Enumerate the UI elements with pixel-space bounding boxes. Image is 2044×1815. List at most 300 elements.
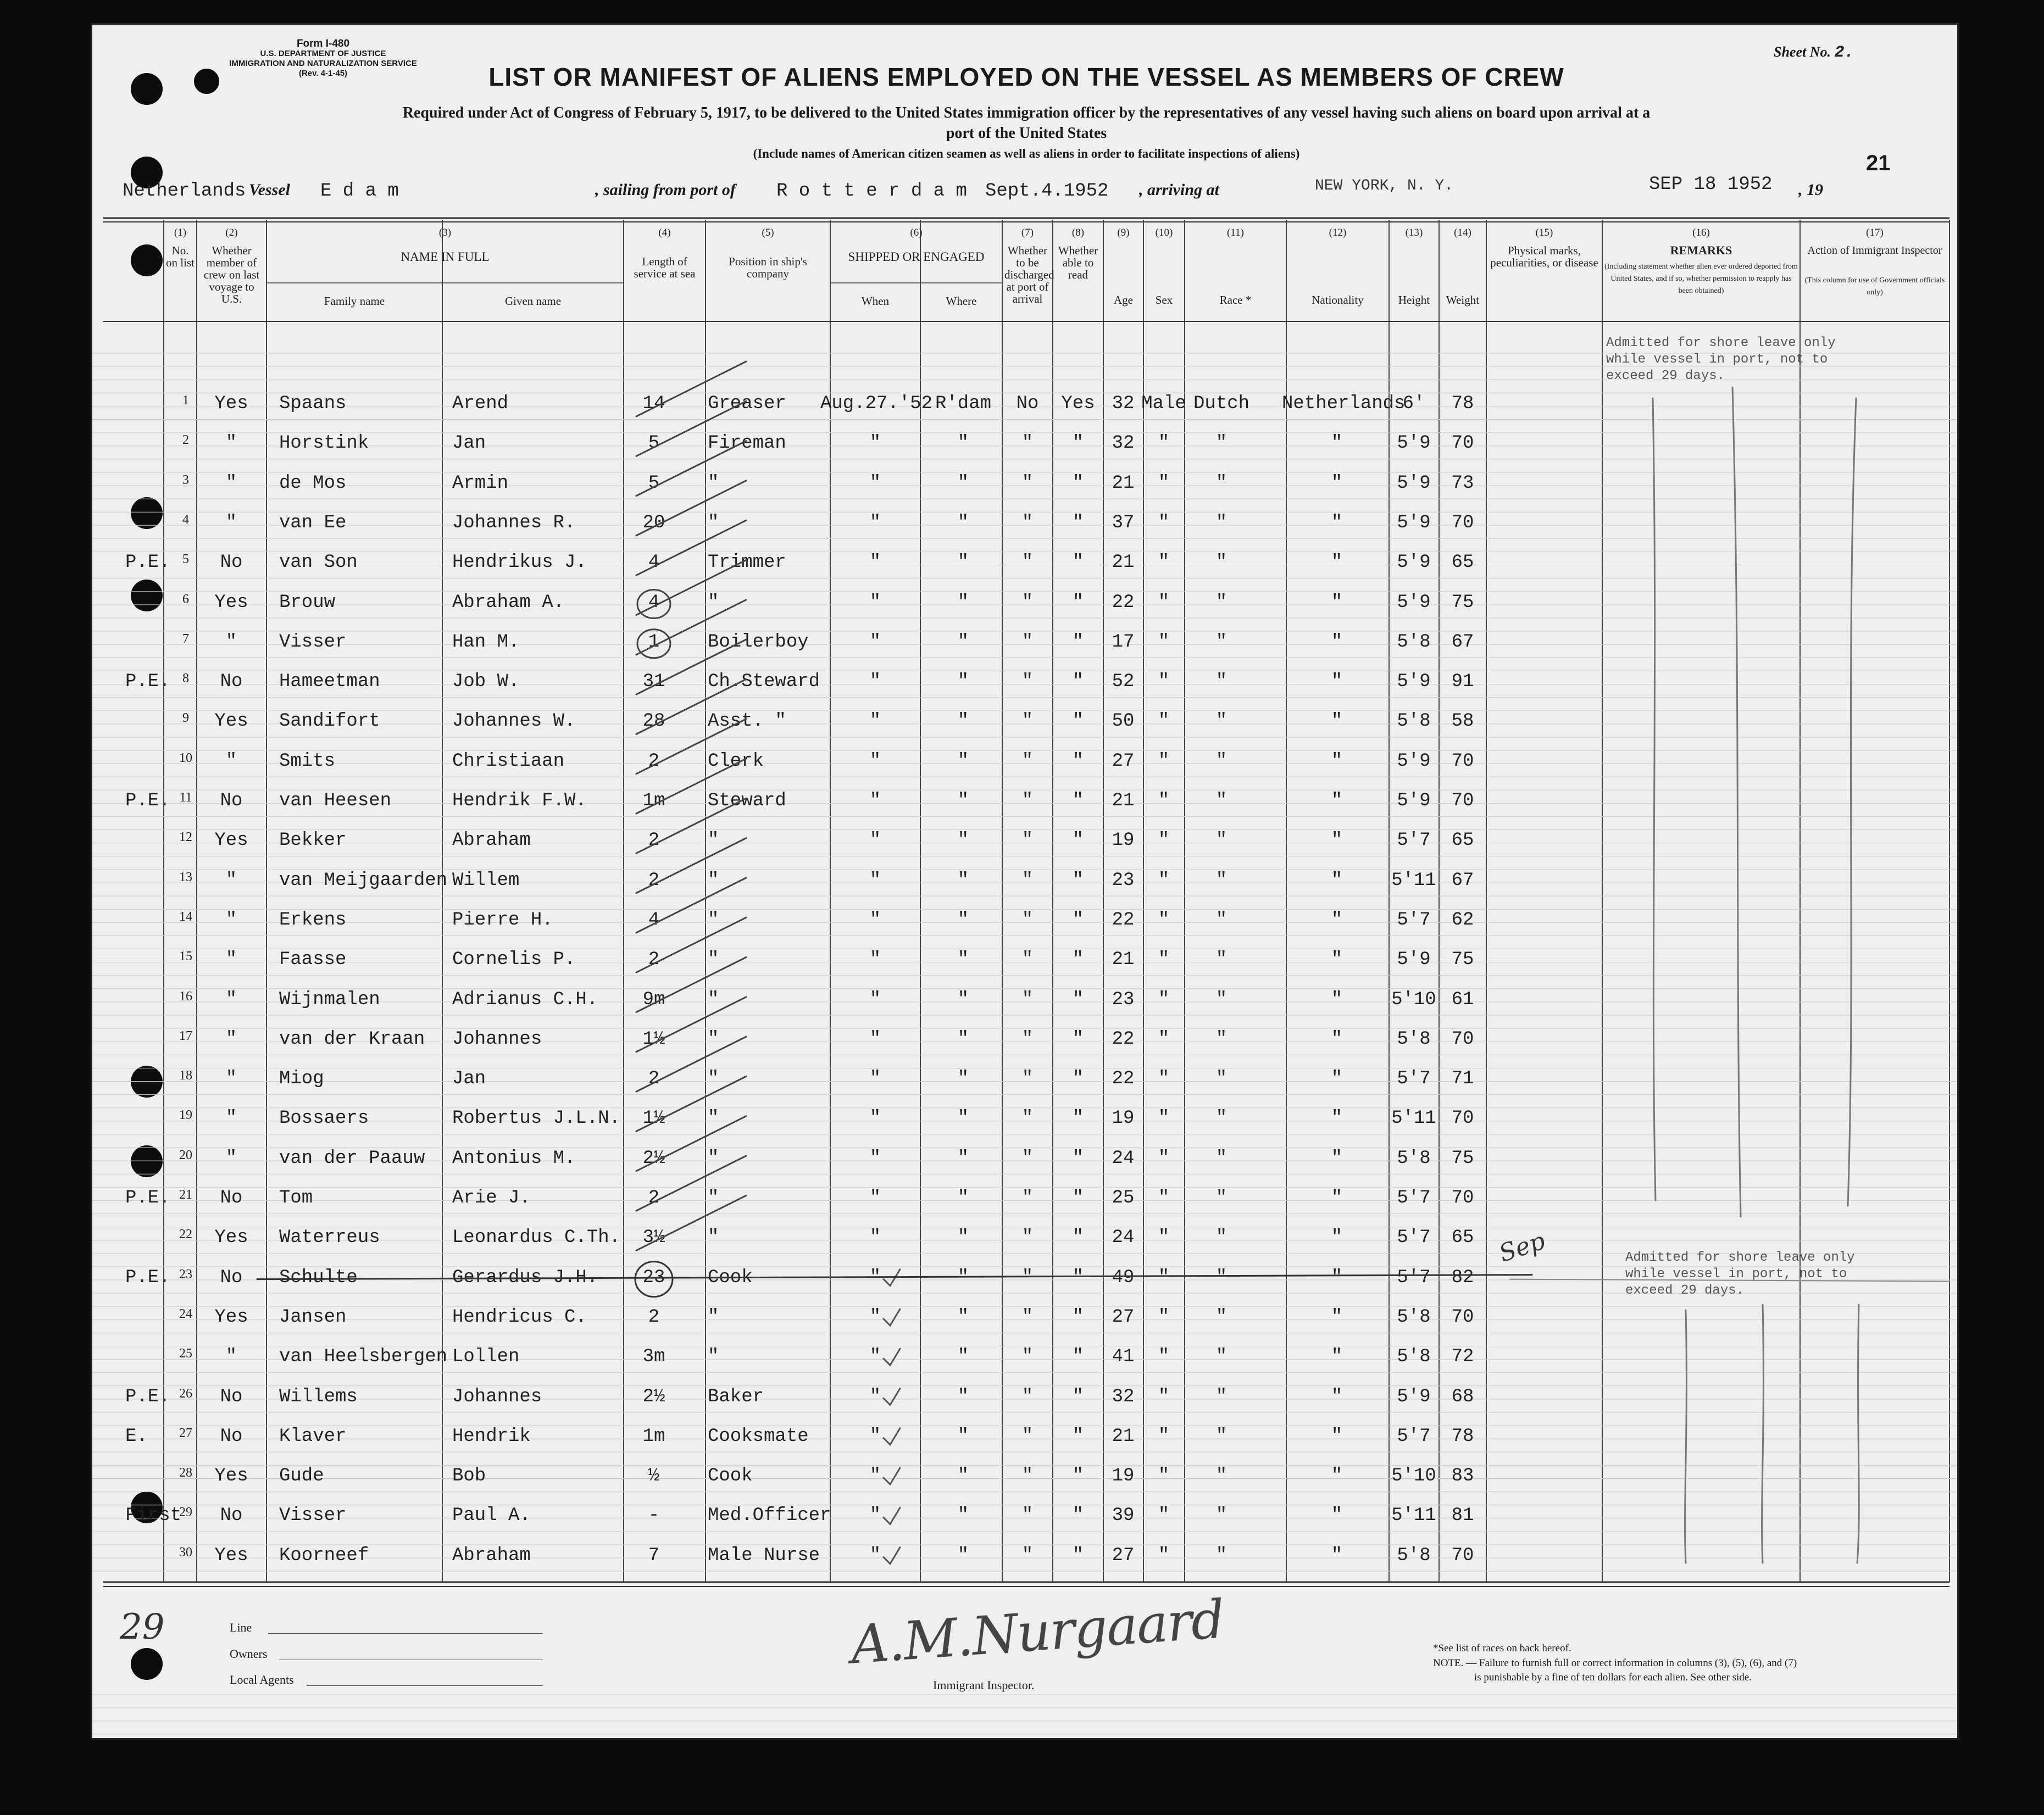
check-stroke: [636, 1037, 746, 1092]
ship-position: Ch.Steward: [708, 671, 820, 693]
row-number: 25: [179, 1346, 192, 1361]
can-read: ": [1072, 1068, 1084, 1090]
check-mark: [884, 1389, 900, 1405]
race: ": [1215, 1426, 1227, 1447]
check-stroke: [636, 679, 746, 734]
family-name: Sandifort: [279, 711, 380, 732]
check-stroke: [636, 441, 746, 496]
height: 6': [1402, 393, 1425, 414]
weight: 81: [1451, 1505, 1474, 1527]
discharge-flag: ": [1021, 592, 1034, 613]
engaged-where: ": [957, 1466, 969, 1487]
service-length: 2½: [642, 1386, 665, 1407]
engaged-when: ": [869, 631, 881, 653]
service-length: 1: [648, 631, 660, 653]
column-number: (10): [1155, 227, 1173, 238]
weight: 70: [1451, 433, 1474, 454]
arrival-port-stamp: NEW YORK, N. Y.: [1315, 177, 1454, 194]
family-name: van Ee: [279, 512, 347, 533]
given-name: Jan: [452, 433, 486, 454]
column-header: Height: [1398, 293, 1430, 307]
discharge-flag: ": [1021, 870, 1034, 891]
column-number: (12): [1329, 227, 1347, 238]
given-name: Antonius M.: [452, 1148, 576, 1169]
vertical-pencil-line: [1857, 1305, 1859, 1563]
crew-last-voyage: No: [220, 671, 243, 693]
crew-last-voyage: No: [220, 1505, 243, 1527]
can-read: ": [1072, 1386, 1084, 1407]
height: 5'10: [1391, 1466, 1436, 1487]
engaged-when: ": [869, 1505, 881, 1527]
race-footnote: *See list of races on back hereof.: [1433, 1643, 1571, 1654]
form-number: Form I-480: [296, 38, 350, 49]
age: 21: [1112, 552, 1135, 574]
engaged-where: ": [957, 1426, 969, 1447]
service-length: 4: [648, 592, 660, 613]
height: 5'9: [1397, 472, 1431, 494]
engaged-when: ": [869, 830, 881, 851]
engaged-where: ": [957, 1108, 969, 1129]
sex: ": [1158, 1346, 1170, 1368]
engaged-where: ": [957, 790, 969, 811]
vertical-pencil-line: [1653, 398, 1656, 1200]
height: 5'9: [1397, 512, 1431, 533]
race: ": [1215, 1306, 1227, 1328]
age: 22: [1112, 909, 1135, 931]
shore-leave-stamp: Admitted for shore leave only while vessel in port, not to exceed 29 days.: [1625, 1250, 1855, 1298]
race: ": [1215, 790, 1227, 811]
can-read: ": [1072, 1346, 1084, 1368]
engaged-when: ": [869, 1466, 881, 1487]
column-header-note: (This column for use of Government officials only): [1804, 276, 1945, 297]
row-number: 19: [179, 1108, 192, 1123]
race: ": [1215, 909, 1227, 931]
weight: 78: [1451, 393, 1474, 414]
discharge-flag: ": [1021, 512, 1034, 533]
column-subheader: Given name: [504, 294, 562, 308]
can-read: ": [1072, 671, 1084, 693]
column-number: (15): [1535, 227, 1553, 238]
crew-last-voyage: Yes: [214, 1545, 248, 1566]
discharge-flag: ": [1021, 711, 1034, 732]
given-name: Arie J.: [452, 1188, 531, 1209]
race: ": [1215, 472, 1227, 494]
column-number: (9): [1117, 227, 1130, 238]
family-name: Tom: [279, 1188, 313, 1209]
given-name: Johannes: [452, 1386, 542, 1407]
given-name: Gerardus J.H.: [452, 1267, 598, 1288]
engaged-when: ": [869, 1386, 881, 1407]
engaged-when: ": [869, 711, 881, 732]
sheet-number: 2.: [1834, 43, 1854, 62]
service-length: 2: [648, 870, 660, 891]
ship-position: ": [708, 1306, 719, 1328]
height: 5'9: [1397, 790, 1431, 811]
family-name: van der Paauw: [279, 1148, 425, 1169]
engaged-where: ": [957, 1386, 969, 1407]
race: ": [1215, 1068, 1227, 1090]
can-read: ": [1072, 790, 1084, 811]
can-read: ": [1072, 830, 1084, 851]
sex: ": [1158, 1545, 1170, 1566]
check-stroke: [636, 759, 746, 814]
race: ": [1215, 1505, 1227, 1527]
line-underline: [268, 1633, 543, 1634]
family-name: Erkens: [279, 909, 347, 931]
engaged-where: ": [957, 1148, 969, 1169]
discharge-flag: ": [1021, 1306, 1034, 1328]
engaged-when: ": [869, 750, 881, 772]
service-length: 2: [648, 1188, 660, 1209]
discharge-flag: ": [1021, 1068, 1034, 1090]
nationality: ": [1331, 592, 1343, 613]
height: 5'7: [1397, 1426, 1431, 1447]
engaged-when: ": [869, 949, 881, 971]
race: ": [1215, 1028, 1227, 1050]
nationality: ": [1331, 1426, 1343, 1447]
service-length: 2: [648, 949, 660, 971]
column-number: (7): [1021, 227, 1034, 238]
given-name: Abraham: [452, 830, 531, 851]
family-name: Schulte: [279, 1267, 358, 1288]
discharge-flag: ": [1021, 472, 1034, 494]
manifest-sheet: [91, 23, 1959, 1740]
given-name: Abraham: [452, 1545, 531, 1566]
race: ": [1215, 1148, 1227, 1169]
inspector-label: Immigrant Inspector.: [933, 1678, 1035, 1692]
crew-last-voyage: ": [225, 949, 237, 971]
age: 21: [1112, 472, 1135, 494]
column-subheader: Family name: [324, 294, 385, 308]
given-name: Job W.: [452, 671, 520, 693]
nationality: ": [1331, 433, 1343, 454]
engaged-where: ": [957, 631, 969, 653]
circled-entry: [635, 1262, 673, 1297]
height: 5'7: [1397, 1188, 1431, 1209]
check-stroke: [636, 838, 746, 893]
crew-last-voyage: No: [220, 1267, 243, 1288]
age: 37: [1112, 512, 1135, 533]
crew-last-voyage: Yes: [214, 1466, 248, 1487]
engaged-where: ": [957, 1068, 969, 1090]
check-mark: [884, 1507, 900, 1524]
row-number: 2: [182, 433, 189, 448]
given-name: Bob: [452, 1466, 486, 1487]
circled-entry: [637, 590, 670, 619]
row-annotation: P.E.: [125, 1386, 170, 1407]
family-name: Spaans: [279, 393, 347, 414]
crew-last-voyage: No: [220, 552, 243, 574]
engaged-where: ": [957, 552, 969, 574]
row-annotation: P.E.: [125, 1267, 170, 1288]
ship-position: ": [708, 1068, 719, 1090]
agents-label: Local Agents: [230, 1673, 294, 1686]
pencil-annotations: [92, 25, 1959, 1740]
engaged-where: ": [957, 671, 969, 693]
given-name: Johannes R.: [452, 512, 576, 533]
check-mark: [884, 1349, 900, 1365]
nationality: ": [1331, 671, 1343, 693]
form-title: LIST OR MANIFEST OF ALIENS EMPLOYED ON THE VESSEL AS MEMBERS OF CREW: [488, 63, 1564, 91]
service-length: 3½: [642, 1227, 665, 1249]
sex: ": [1158, 1227, 1170, 1249]
row-number: 7: [182, 631, 189, 646]
ship-position: ": [708, 1346, 719, 1368]
row-number: 29: [179, 1505, 192, 1520]
nationality: ": [1331, 472, 1343, 494]
height: 5'9: [1397, 949, 1431, 971]
can-read: ": [1072, 750, 1084, 772]
service-length: ½: [648, 1466, 660, 1487]
column-header: Action of Immigrant Inspector: [1807, 244, 1942, 257]
crew-last-voyage: ": [225, 1068, 237, 1090]
service-length: 1m: [642, 1426, 665, 1447]
age: 19: [1112, 830, 1135, 851]
age: 21: [1112, 1426, 1135, 1447]
can-read: ": [1072, 989, 1084, 1010]
column-number: (1): [174, 227, 187, 238]
can-read: ": [1072, 631, 1084, 653]
age: 39: [1112, 1505, 1135, 1527]
row-number: 14: [179, 909, 192, 924]
race: ": [1215, 1545, 1227, 1566]
discharge-flag: ": [1021, 750, 1034, 772]
discharge-flag: ": [1021, 552, 1034, 574]
discharge-flag: ": [1021, 1386, 1034, 1407]
family-name: Faasse: [279, 949, 347, 971]
can-read: ": [1072, 870, 1084, 891]
row-number: 1: [182, 393, 189, 408]
column-number: (14): [1454, 227, 1471, 238]
family-name: Visser: [279, 631, 347, 653]
can-read: ": [1072, 1108, 1084, 1129]
discharge-flag: ": [1021, 433, 1034, 454]
discharge-flag: ": [1021, 1148, 1034, 1169]
discharge-flag: ": [1021, 989, 1034, 1010]
discharge-flag: ": [1021, 830, 1034, 851]
ship-position: ": [708, 949, 719, 971]
weight: 65: [1451, 552, 1474, 574]
family-name: de Mos: [279, 472, 347, 494]
family-name: van der Kraan: [279, 1028, 425, 1050]
column-number: (17): [1866, 227, 1884, 238]
given-name: Hendrik F.W.: [452, 790, 587, 811]
check-stroke: [636, 481, 746, 536]
ship-position: ": [708, 1028, 719, 1050]
discharge-flag: ": [1021, 1267, 1034, 1288]
height: 5'11: [1391, 1108, 1436, 1129]
family-name: Miog: [279, 1068, 324, 1090]
arrival-date-stamp: SEP 18 1952: [1649, 174, 1773, 195]
nationality: ": [1331, 949, 1343, 971]
race: ": [1215, 989, 1227, 1010]
can-read: ": [1072, 1227, 1084, 1249]
height: 5'7: [1397, 1227, 1431, 1249]
age: 32: [1112, 1386, 1135, 1407]
row-annotation: P.E.: [125, 552, 170, 574]
service-length: 4: [648, 909, 660, 931]
column-number: (6): [910, 227, 923, 238]
ship-position: ": [708, 1108, 719, 1129]
separator-stroke: [1510, 1279, 1949, 1282]
crew-last-voyage: ": [225, 1148, 237, 1169]
crew-last-voyage: Yes: [214, 830, 248, 851]
age: 50: [1112, 711, 1135, 732]
fine-note: NOTE. — Failure to furnish full or correct information in columns (3), (5), (6), and (7): [1433, 1657, 1797, 1669]
ship-position: ": [708, 592, 719, 613]
check-mark: [884, 1547, 900, 1564]
sex: ": [1158, 1267, 1170, 1288]
given-name: Hendrik: [452, 1426, 531, 1447]
crew-last-voyage: ": [225, 1346, 237, 1368]
weight: 91: [1451, 671, 1474, 693]
service-length: 4: [648, 552, 660, 574]
column-header: Position in ship's company: [729, 255, 807, 280]
nationality: ": [1331, 790, 1343, 811]
race: ": [1215, 592, 1227, 613]
age: 23: [1112, 989, 1135, 1010]
vessel-name: E d a m: [320, 181, 399, 202]
engaged-where: ": [957, 750, 969, 772]
nationality: ": [1331, 1346, 1343, 1368]
age: 22: [1112, 1068, 1135, 1090]
engaged-when: ": [869, 790, 881, 811]
discharge-flag: No: [1016, 393, 1039, 414]
row-number: 17: [179, 1028, 192, 1043]
column-subheader: When: [861, 294, 890, 308]
family-name: Smits: [279, 750, 336, 772]
check-stroke: [636, 878, 746, 933]
crew-last-voyage: No: [220, 1386, 243, 1407]
sailing-date: Sept.4.1952: [985, 181, 1109, 202]
age: 27: [1112, 750, 1135, 772]
vertical-pencil-line: [1848, 398, 1856, 1206]
nationality: ": [1331, 711, 1343, 732]
can-read: ": [1072, 1505, 1084, 1527]
race: ": [1215, 631, 1227, 653]
engaged-where: ": [957, 1306, 969, 1328]
given-name: Christiaan: [452, 750, 565, 772]
engaged-where: ": [957, 1346, 969, 1368]
row-number: 4: [182, 512, 189, 527]
service-length: 5: [648, 472, 660, 494]
row-number: 13: [179, 870, 192, 884]
weight: 68: [1451, 1386, 1474, 1407]
column-number: (16): [1692, 227, 1710, 238]
weight: 71: [1451, 1068, 1474, 1090]
check-mark: [884, 1309, 900, 1326]
engaged-when: ": [869, 512, 881, 533]
race: ": [1215, 1227, 1227, 1249]
year-label: , 19: [1798, 181, 1823, 199]
nationality: ": [1331, 989, 1343, 1010]
departure-port: R o t t e r d a m: [776, 181, 967, 202]
sex: ": [1158, 909, 1170, 931]
weight: 73: [1451, 472, 1474, 494]
row-number: 11: [179, 790, 192, 805]
row-number: 16: [179, 989, 192, 1004]
nationality: ": [1331, 1545, 1343, 1566]
weight: 70: [1451, 750, 1474, 772]
can-read: ": [1072, 472, 1084, 494]
height: 5'7: [1397, 909, 1431, 931]
age: 24: [1112, 1227, 1135, 1249]
age: 41: [1112, 1346, 1135, 1368]
nationality: ": [1331, 1108, 1343, 1129]
height: 5'8: [1397, 1346, 1431, 1368]
vertical-pencil-line: [1762, 1305, 1764, 1563]
agents-underline: [307, 1685, 543, 1686]
engaged-where: ": [957, 909, 969, 931]
nationality: ": [1331, 512, 1343, 533]
engaged-when: ": [869, 552, 881, 574]
crew-last-voyage: Yes: [214, 1227, 248, 1249]
service-length: 9m: [642, 989, 665, 1010]
engaged-when: ": [869, 592, 881, 613]
engaged-where: ": [957, 1545, 969, 1566]
crew-last-voyage: Yes: [214, 592, 248, 613]
crew-last-voyage: No: [220, 1426, 243, 1447]
row-annotation: P.E.: [125, 671, 170, 693]
height: 5'9: [1397, 592, 1431, 613]
service-length: 2: [648, 830, 660, 851]
sex: ": [1158, 1306, 1170, 1328]
height: 5'9: [1397, 671, 1431, 693]
family-name: Gude: [279, 1466, 324, 1487]
crew-last-voyage: ": [225, 631, 237, 653]
row-annotation: P.E.: [125, 790, 170, 811]
family-name: Horstink: [279, 433, 369, 454]
check-stroke: [636, 1076, 746, 1131]
crew-last-voyage: Yes: [214, 711, 248, 732]
column-number: (5): [762, 227, 774, 238]
nationality: ": [1331, 552, 1343, 574]
given-name: Armin: [452, 472, 509, 494]
age: 49: [1112, 1267, 1135, 1288]
weight: 70: [1451, 790, 1474, 811]
given-name: Hendrikus J.: [452, 552, 587, 574]
service-length: -: [648, 1505, 660, 1527]
engaged-where: R'dam: [935, 393, 992, 414]
row-number: 12: [179, 830, 192, 845]
discharge-flag: ": [1021, 1505, 1034, 1527]
crew-last-voyage: ": [225, 870, 237, 891]
service-length: 2: [648, 1068, 660, 1090]
ship-position: ": [708, 830, 719, 851]
weight: 65: [1451, 830, 1474, 851]
can-read: ": [1072, 1267, 1084, 1288]
discharge-flag: ": [1021, 1426, 1034, 1447]
crew-last-voyage: ": [225, 472, 237, 494]
engaged-when: ": [869, 1545, 881, 1566]
column-header: Whether able to read: [1058, 244, 1098, 281]
can-read: ": [1072, 1028, 1084, 1050]
family-name: Koorneef: [279, 1545, 369, 1566]
sex: ": [1158, 1148, 1170, 1169]
discharge-flag: ": [1021, 1545, 1034, 1566]
age: 22: [1112, 1028, 1135, 1050]
given-name: Leonardus C.Th.: [452, 1227, 621, 1249]
weight: 67: [1451, 870, 1474, 891]
family-name: Jansen: [279, 1306, 347, 1328]
height: 5'9: [1397, 552, 1431, 574]
given-name: Arend: [452, 393, 509, 414]
can-read: ": [1072, 1188, 1084, 1209]
weight: 70: [1451, 1188, 1474, 1209]
column-header: REMARKS: [1670, 243, 1732, 257]
weight: 62: [1451, 909, 1474, 931]
nationality: ": [1331, 750, 1343, 772]
